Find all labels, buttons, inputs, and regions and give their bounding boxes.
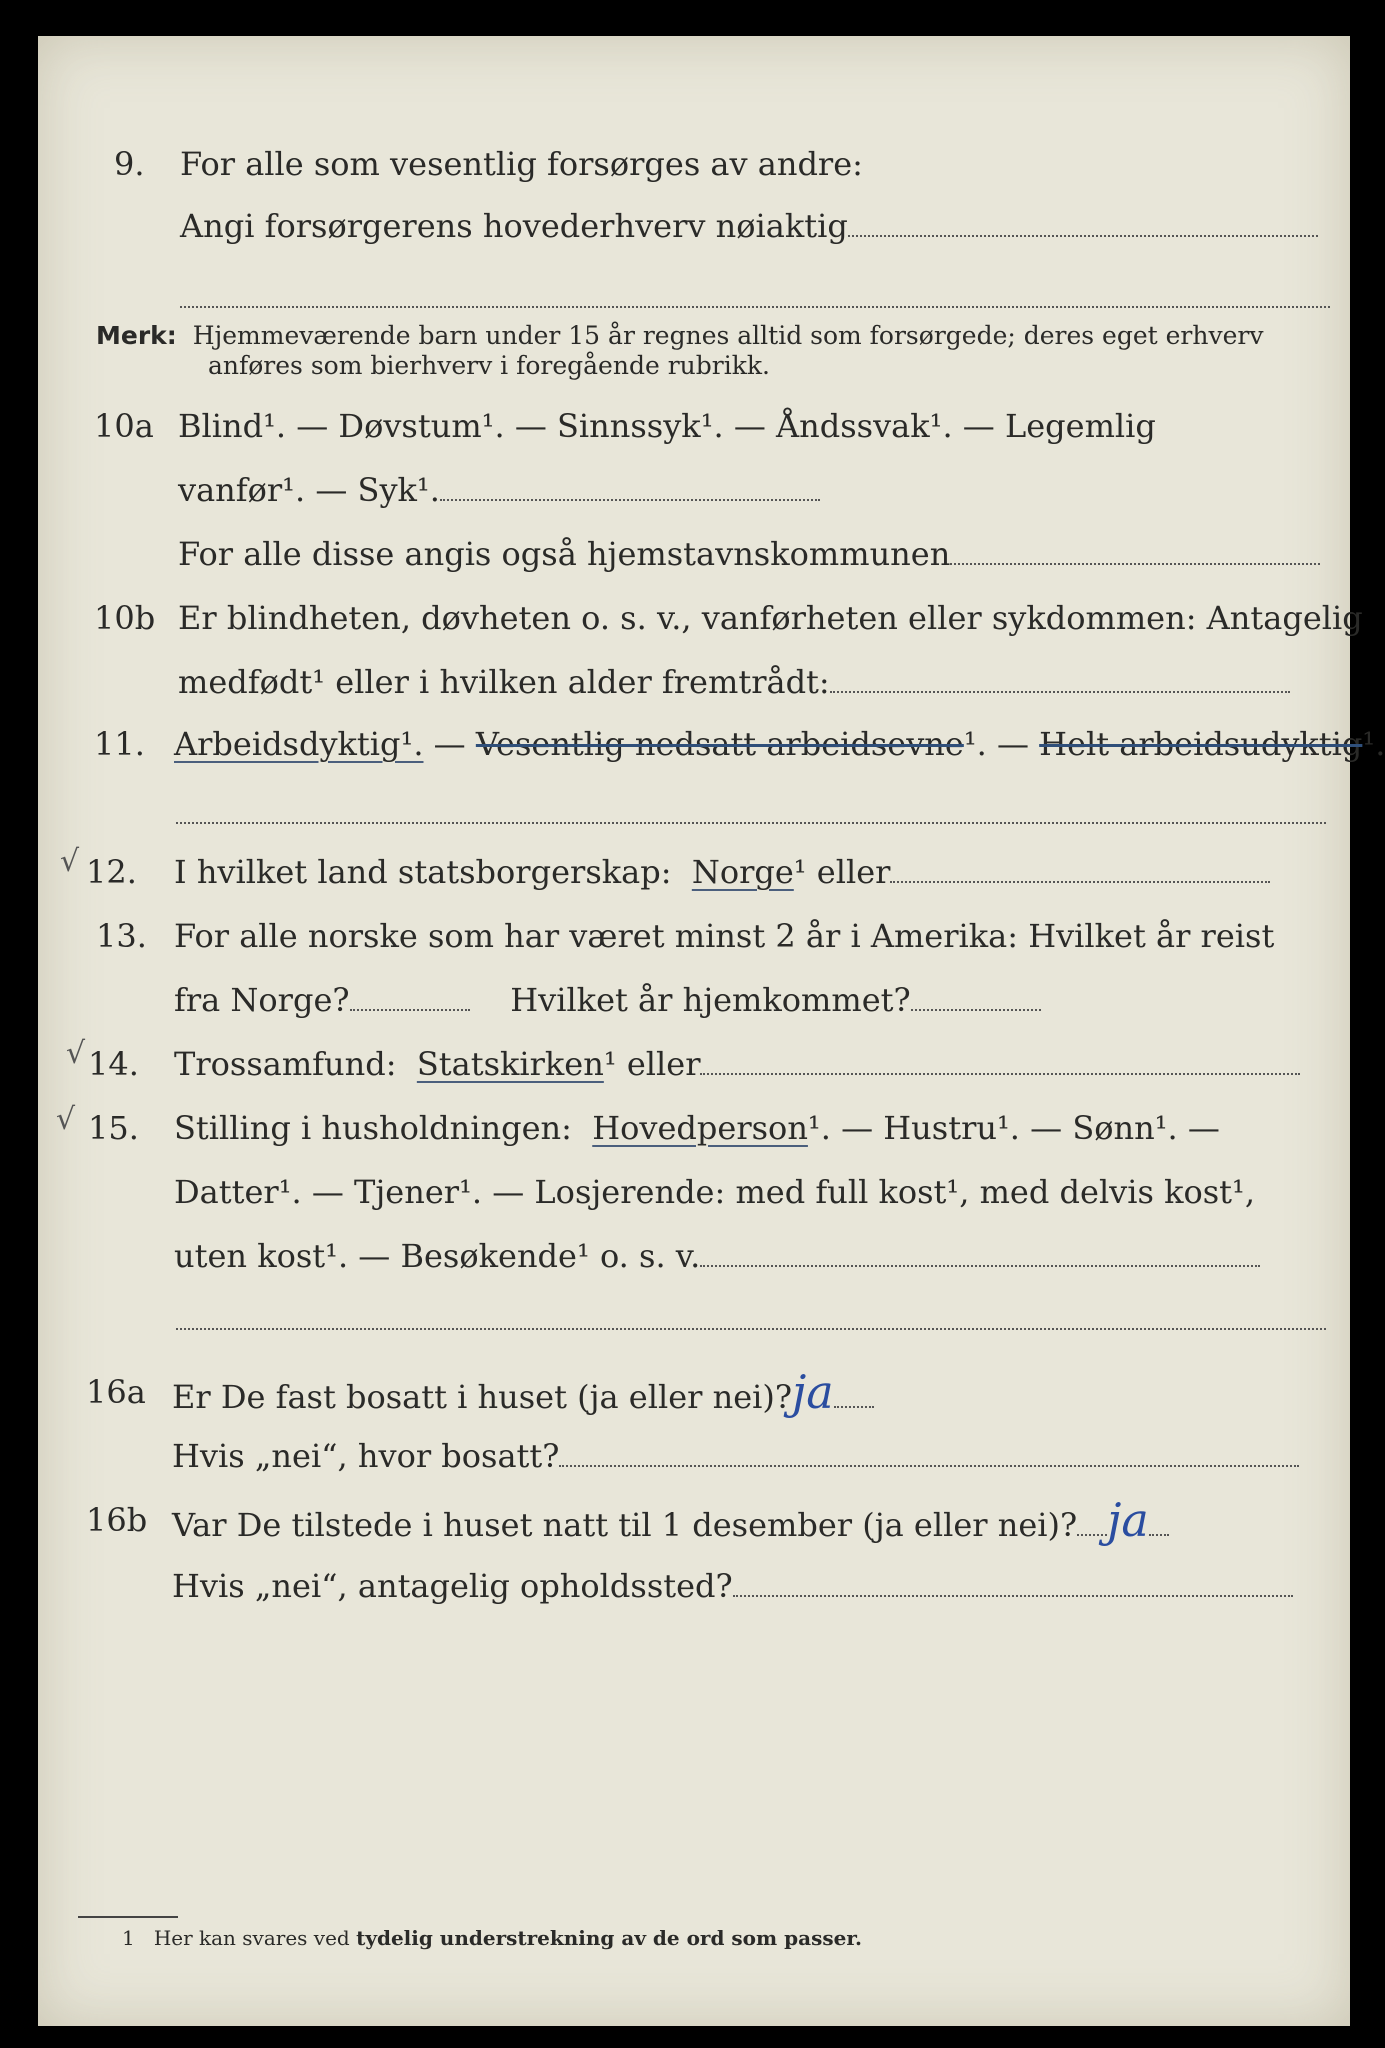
q16b-number: 16b	[86, 1501, 148, 1539]
q10a-number: 10a	[94, 407, 154, 445]
q16b-line2	[172, 1566, 1293, 1606]
q15-option-hovedperson[interactable]: Hovedperson	[592, 1109, 808, 1147]
merk-line1	[96, 320, 1263, 352]
q14-line	[174, 1044, 1300, 1084]
q16a-number: 16a	[86, 1373, 146, 1411]
q16a-field-end	[834, 1382, 874, 1408]
q10a-line2	[178, 470, 820, 510]
q13-reist-field[interactable]	[350, 985, 470, 1011]
q16b-opholdssted-field[interactable]	[733, 1571, 1293, 1597]
q10b-answer-field[interactable]	[830, 667, 1290, 693]
q16b-line1	[172, 1493, 1169, 1547]
q14-number: 14.	[88, 1045, 139, 1083]
q12-other-field[interactable]	[890, 857, 1270, 883]
q16a-handwritten-answer[interactable]: ja	[792, 1365, 834, 1419]
q15-check-mark: √	[56, 1102, 76, 1137]
q11-option-arbeidsdyktig[interactable]: Arbeidsdyktig¹.	[174, 725, 424, 763]
q16a-bosatt-field[interactable]	[559, 1441, 1299, 1467]
q11-sep2: ¹. —	[963, 725, 1040, 763]
q13-number: 13.	[96, 917, 147, 955]
q15-line1-rest: ¹. — Hustru¹. — Sønn¹. —	[807, 1109, 1220, 1147]
q10a-line3	[178, 534, 1320, 574]
q16b-field-end	[1149, 1510, 1169, 1536]
q13-hjem-label: Hvilket år hjemkommet?	[510, 981, 911, 1019]
merk-text1: Hjemmeværende barn under 15 år regnes alltid som forsørgede; deres eget erhverv	[192, 321, 1264, 350]
q12-check-mark: √	[60, 844, 80, 879]
q16b-followup: Hvis „nei“, antagelig opholdssted?	[172, 1567, 733, 1605]
q10b-line2	[178, 662, 1290, 702]
q14-option-statskirken[interactable]: Statskirken	[416, 1045, 604, 1083]
q12-option-norge[interactable]: Norge	[691, 853, 794, 891]
q15-line1	[174, 1108, 1220, 1148]
q11-option-udyktig[interactable]: Helt arbeidsudyktig	[1039, 725, 1363, 763]
merk-line2: anføres som bierhverv i foregående rubrikk.	[208, 351, 770, 380]
q14-other-field[interactable]	[700, 1049, 1300, 1075]
q10b-line2-text: medfødt¹ eller i hvilken alder fremtrådt:	[178, 663, 830, 701]
q9-line1: For alle som vesentlig forsørges av andre:	[180, 145, 863, 183]
footnote	[122, 1926, 862, 1950]
q10a-hjemstavn-field[interactable]	[950, 539, 1320, 565]
q13-line1: For alle norske som har været minst 2 år i Amerika: Hvilket år reist	[174, 917, 1275, 955]
q11-line	[174, 724, 1385, 764]
merk-label: Merk:	[96, 321, 177, 350]
q15-line2: Datter¹. — Tjener¹. — Losjerende: med full kost¹, med delvis kost¹,	[174, 1173, 1256, 1211]
q12-line	[174, 852, 1270, 892]
q16a-line2	[172, 1436, 1299, 1476]
q16b-handwritten-answer[interactable]: ja	[1107, 1493, 1149, 1547]
q11-end: ¹.	[1362, 725, 1385, 763]
q15-other-field[interactable]	[700, 1241, 1260, 1267]
q14-check-mark: √	[66, 1036, 86, 1071]
q11-option-nedsatt[interactable]: Vesentlig nedsatt arbeidsevne	[475, 725, 964, 763]
q12-number: 12.	[86, 853, 137, 891]
q10a-syk-field[interactable]	[440, 475, 820, 501]
q15-extra-line	[176, 1326, 1326, 1330]
q15-number: 15.	[88, 1109, 139, 1147]
q13-hjem-field[interactable]	[911, 985, 1041, 1011]
footnote-text1: Her kan svares ved	[153, 1926, 350, 1950]
q16a-question: Er De fast bosatt i huset (ja eller nei)?	[172, 1378, 793, 1416]
q9-line2	[180, 206, 1318, 246]
q10b-line1: Er blindheten, døvheten o. s. v., vanførheten eller sykdommen: Antagelig	[178, 599, 1363, 637]
q16a-followup: Hvis „nei“, hvor bosatt?	[172, 1437, 560, 1475]
q12-prefix: I hvilket land statsborgerskap:	[174, 853, 672, 891]
q16b-field-start	[1077, 1510, 1107, 1536]
q10a-line1: Blind¹. — Døvstum¹. — Sinnssyk¹. — Åndssvak¹. — Legemlig	[178, 407, 1156, 445]
q14-suffix: ¹ eller	[603, 1045, 701, 1083]
q11-number: 11.	[94, 725, 145, 763]
q9-line2-text: Angi forsørgerens hovederhverv nøiaktig	[180, 207, 848, 245]
q10a-line2-text: vanfør¹. — Syk¹.	[178, 471, 440, 509]
q9-extra-line	[180, 304, 1330, 308]
q13-reist-label: fra Norge?	[174, 981, 350, 1019]
q15-prefix: Stilling i husholdningen:	[174, 1109, 572, 1147]
footnote-rule	[78, 1916, 178, 1918]
footnote-mark: 1	[122, 1926, 135, 1950]
q11-sep1: —	[423, 725, 476, 763]
census-form-page	[38, 36, 1385, 2026]
q9-answer-field[interactable]	[848, 211, 1318, 237]
q15-line3-text: uten kost¹. — Besøkende¹ o. s. v.	[174, 1237, 701, 1275]
q15-line3	[174, 1236, 1260, 1276]
q16b-question: Var De tilstede i huset natt til 1 desember (ja eller nei)?	[172, 1506, 1078, 1544]
q10b-number: 10b	[94, 599, 156, 637]
q16a-line1	[172, 1365, 874, 1419]
q10a-line3-text: For alle disse angis også hjemstavnskommunen	[178, 535, 951, 573]
q9-number: 9.	[114, 145, 145, 183]
q14-prefix: Trossamfund:	[174, 1045, 397, 1083]
q12-suffix: ¹ eller	[793, 853, 891, 891]
q13-line2	[174, 980, 1041, 1020]
q11-extra-line	[176, 820, 1326, 824]
footnote-text2: tydelig understrekning av de ord som passer.	[356, 1926, 862, 1950]
